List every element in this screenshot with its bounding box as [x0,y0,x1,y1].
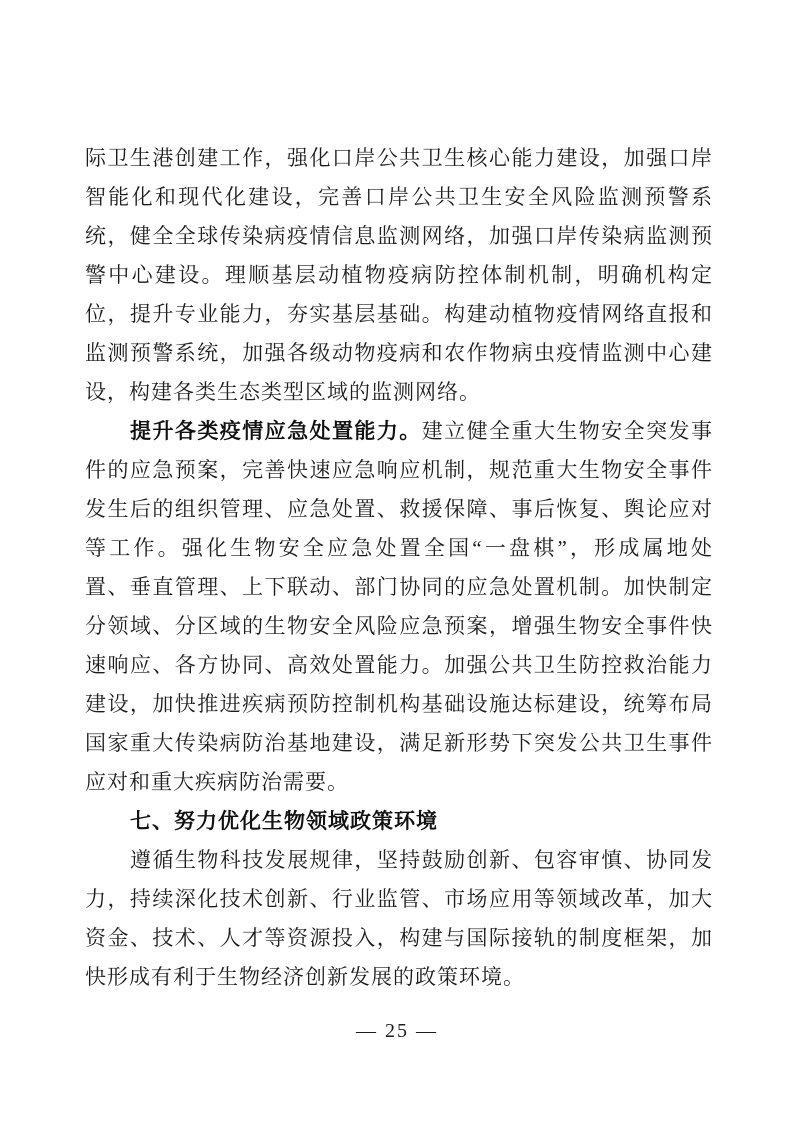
text-line: 设，构建各类生态类型区域的监测网络。 [85,380,481,404]
section-heading-7: 七、努力优化生物领域政策环境 [130,810,438,833]
text-line [85,412,713,451]
text-line: 应对和重大疾病防治需要。 [85,770,349,794]
text-line: 资金、技术、人才等资源投入，构建与国际接轨的制度框架，加 [85,926,713,950]
text-line: 件的应急预案，完善快速应急响应机制，规范重大生物安全事件 [85,458,713,482]
paragraph-policy-environment [85,841,713,997]
text-line: 际卫生港创建工作，强化口岸公共卫生核心能力建设，加强口岸 [85,146,713,170]
page-number: — 25 — [356,1020,438,1042]
text-line: 等工作。强化生物安全应急处置全国“一盘棋”，形成属地处 [85,536,713,560]
text-line: 智能化和现代化建设，完善口岸公共卫生安全风险监测预警系 [85,185,713,209]
text-line: 统，健全全球传染病疫情信息监测网络，加强口岸传染病监测预 [85,224,713,248]
text-line: 速响应、各方协同、高效处置能力。加强公共卫生防控救治能力 [85,653,713,677]
paragraph-port-surveillance [85,139,713,412]
paragraph-lead-rest: 建立健全重大生物安全突发事 [421,419,713,443]
text-line: 分领域、分区域的生物安全风险应急预案，增强生物安全事件快 [85,614,713,638]
document-body [85,139,713,997]
text-line: 置、垂直管理、上下联动、部门协同的应急处置机制。加快制定 [85,575,713,599]
text-line: 力，持续深化技术创新、行业监管、市场应用等领域改革，加大 [85,887,713,911]
paragraph-emergency-response [85,412,713,802]
text-line: 快形成有利于生物经济创新发展的政策环境。 [85,965,525,989]
text-line: 国家重大传染病防治基地建设，满足新形势下突发公共卫生事件 [85,731,713,755]
paragraph-bold-lead: 提升各类疫情应急处置能力。 [130,420,422,443]
text-line: 位，提升专业能力，夯实基层基础。构建动植物疫情网络直报和 [85,302,713,326]
text-line: 遵循生物科技发展规律，坚持鼓励创新、包容审慎、协同发 [130,848,713,872]
text-line: 监测预警系统，加强各级动物疫病和农作物病虫疫情监测中心建 [85,341,713,365]
text-line: 警中心建设。理顺基层动植物疫病防控体制机制，明确机构定 [85,263,713,287]
text-line: 发生后的组织管理、应急处置、救援保障、事后恢复、舆论应对 [85,497,713,521]
text-line: 建设，加快推进疾病预防控制机构基础设施达标建设，统筹布局 [85,692,713,716]
